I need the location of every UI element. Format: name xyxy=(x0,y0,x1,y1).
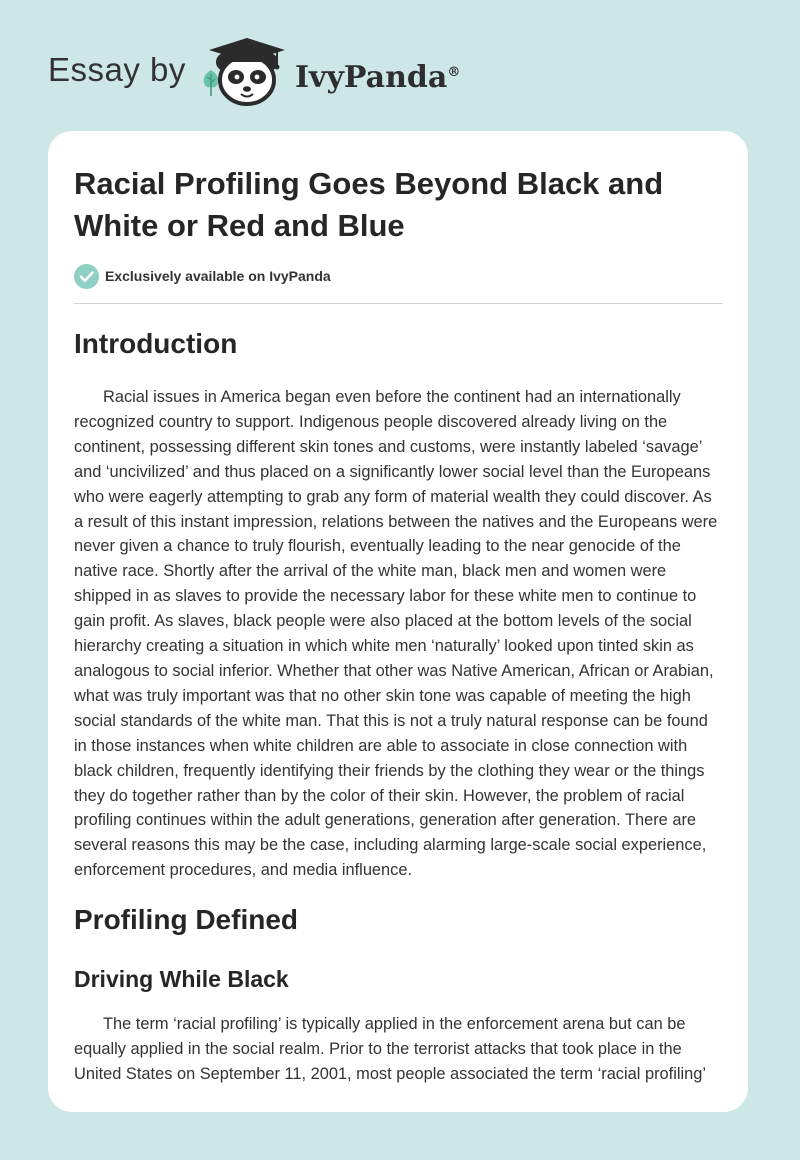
brand-prefix: Essay by xyxy=(48,51,186,88)
brand-logo-text[interactable] xyxy=(295,54,460,97)
exclusive-badge xyxy=(74,263,331,289)
exclusive-badge-text: Exclusively available on IvyPanda xyxy=(105,268,331,284)
section-heading-introduction: Introduction xyxy=(74,328,238,359)
title-divider xyxy=(74,303,723,304)
registered-mark: ® xyxy=(447,65,461,80)
essay-card xyxy=(48,131,748,1112)
subheading-driving-while-black: Driving While Black xyxy=(74,966,289,992)
essay-title: Racial Profiling Goes Beyond Black and White or Red and Blue xyxy=(74,166,664,243)
check-circle-icon xyxy=(74,264,99,289)
profiling-defined-paragraph: The term ‘racial profiling’ is typically applied in the enforcement arena but can be equally applied in the social realm. Prior to the terrorist attacks that took place in the United States on September 11, 2001, most people associated the term ‘racial profiling’ xyxy=(74,1015,706,1083)
site-header xyxy=(0,0,800,120)
brand-name: IvyPanda xyxy=(295,60,448,95)
panda-logo-icon[interactable] xyxy=(205,36,289,108)
section-heading-profiling-defined: Profiling Defined xyxy=(74,904,298,935)
introduction-paragraph: Racial issues in America began even before the continent had an internationally recognized country to support. Indigenous people discovered already living on the continent, possessing different skin tones and customs, were instantly labeled ‘savage’ and ‘uncivilized’ and thus placed on a significantly lower social level than the Europeans who were eagerly attempting to grab any form of material wealth they could discover. As a result of this instant impression, relations between the natives and the Europeans were never given a chance to truly flourish, eventually leading to the near genocide of the native race. Shortly after the arrival of the white man, black men and women were shipped in as slaves to provide the necessary labor for these white men to continue to gain profit. As slaves, black people were also placed at the bottom levels of the social hierarchy creating a situation in which white men ‘naturally’ looked upon tinted skin as analogous to social inferior. Whether that other was Native American, African or Arabian, what was truly important was that no other skin tone was capable of meeting the high social standards of the white man. That this is not a truly natural response can be found in those instances when white children are able to associate in close connection with black children, frequently identifying their friends by the clothing they wear or the things they do together rather than by the color of their skin. However, the problem of racial profiling continues within the adult generations, generation after generation. There are several reasons this may be the case, including alarming large-scale social experience, enforcement procedures, and media influence. xyxy=(74,388,718,880)
